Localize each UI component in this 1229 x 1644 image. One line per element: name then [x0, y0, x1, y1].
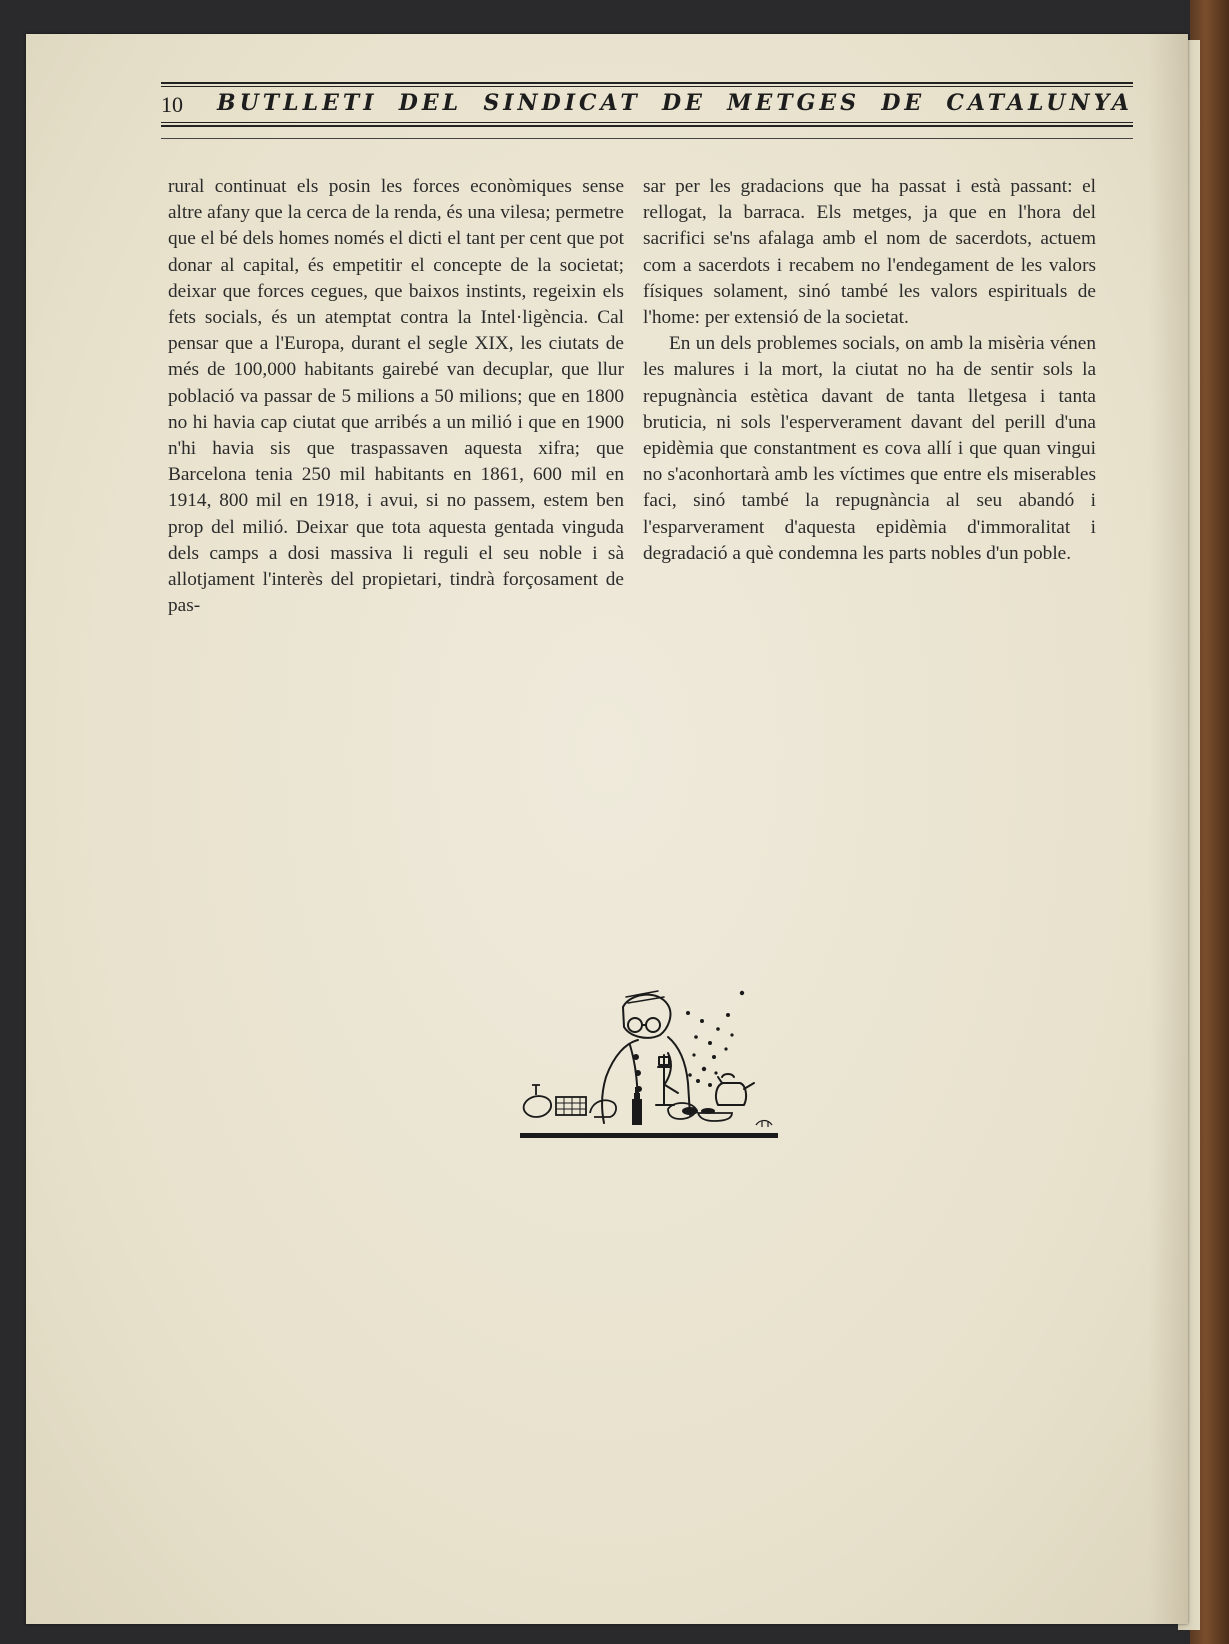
header-rule-bottom-thin: [161, 122, 1133, 123]
journal-title-word: SINDICAT: [483, 90, 641, 116]
header-rule-top: [161, 82, 1133, 84]
journal-title-word: BUTLLETI: [217, 90, 378, 116]
journal-title-word: METGES: [727, 90, 861, 116]
journal-title: [217, 90, 1133, 116]
scientist-vignette-illustration: [518, 985, 818, 1155]
body-paragraph: sar per les gradacions que ha passat i està passant: el rellogat, la barraca. Els metges, ja que en l'hora del sacrifici se'ns afalaga amb el nom de sacerdots, actuem com a sacerdots i recabem no l'endegament de les valors físiques solament, sinó també les valors espirituals de l'home: per extensió de la societat.: [643, 176, 1096, 329]
journal-title-word: DE: [662, 90, 706, 116]
header-rule-under: [161, 138, 1133, 139]
body-paragraph: rural continuat els posin les forces econòmiques sense altre afany que la cerca de la renda, és una vilesa; permetre que el bé dels homes només el dicti el tant per cent que pot donar al capital, és empetitir el concepte de la societat; deixar que forces cegues, que baixos instints, regeixin els fets socials, és un atemptat contra la Intel·ligència. Cal pensar que a l'Europa, durant el segle XIX, les ciutats de més de 100,000 habitants gairebé van decuplar, que llur població va passar de 5 milions a 50 milions; que en 1800 no hi havia cap ciutat que arribés a un milió i que en 1900 n'hi havia sis que traspassaven aquesta xifra; que Barcelona tenia 250 mil habitants en 1861, 600 mil en 1914, 800 mil en 1918, i avui, si no passem, estem ben prop del milió. Deixar que tota aquesta gentada vinguda dels camps a dosi massiva li reguli el seu noble i sà allotjament l'interès del propietari, tindrà forçosament de pas-: [168, 176, 624, 617]
journal-title-word: DE: [881, 90, 926, 116]
page-gutter-shadow: [1148, 34, 1188, 1624]
journal-title-word: DEL: [398, 90, 463, 116]
journal-title-word: CATALUNYA: [946, 90, 1133, 116]
header-rule-bottom: [161, 125, 1133, 127]
header-rule-top-thin: [161, 86, 1133, 87]
page-number: 10: [161, 92, 183, 117]
running-header: [161, 82, 1133, 174]
text-column-left: [168, 174, 624, 619]
body-paragraph: En un dels problemes socials, on amb la misèria vénen les malures i la mort, la ciutat no ha de sentir sols la repugnància estètica davant de tanta lletgesa i tanta bruticia, ni sols l'esperverament davant del perill d'una epidèmia que constantment es cova allí i que quan vingui no s'aconhortarà amb les víctimes que entre els miserables faci, sinó també la repugnància al seu abandó i l'esparverament d'aquesta epidèmia d'immoralitat i degradació a què condemna les parts nobles d'un poble.: [643, 333, 1096, 564]
text-column-right: [643, 174, 1096, 567]
